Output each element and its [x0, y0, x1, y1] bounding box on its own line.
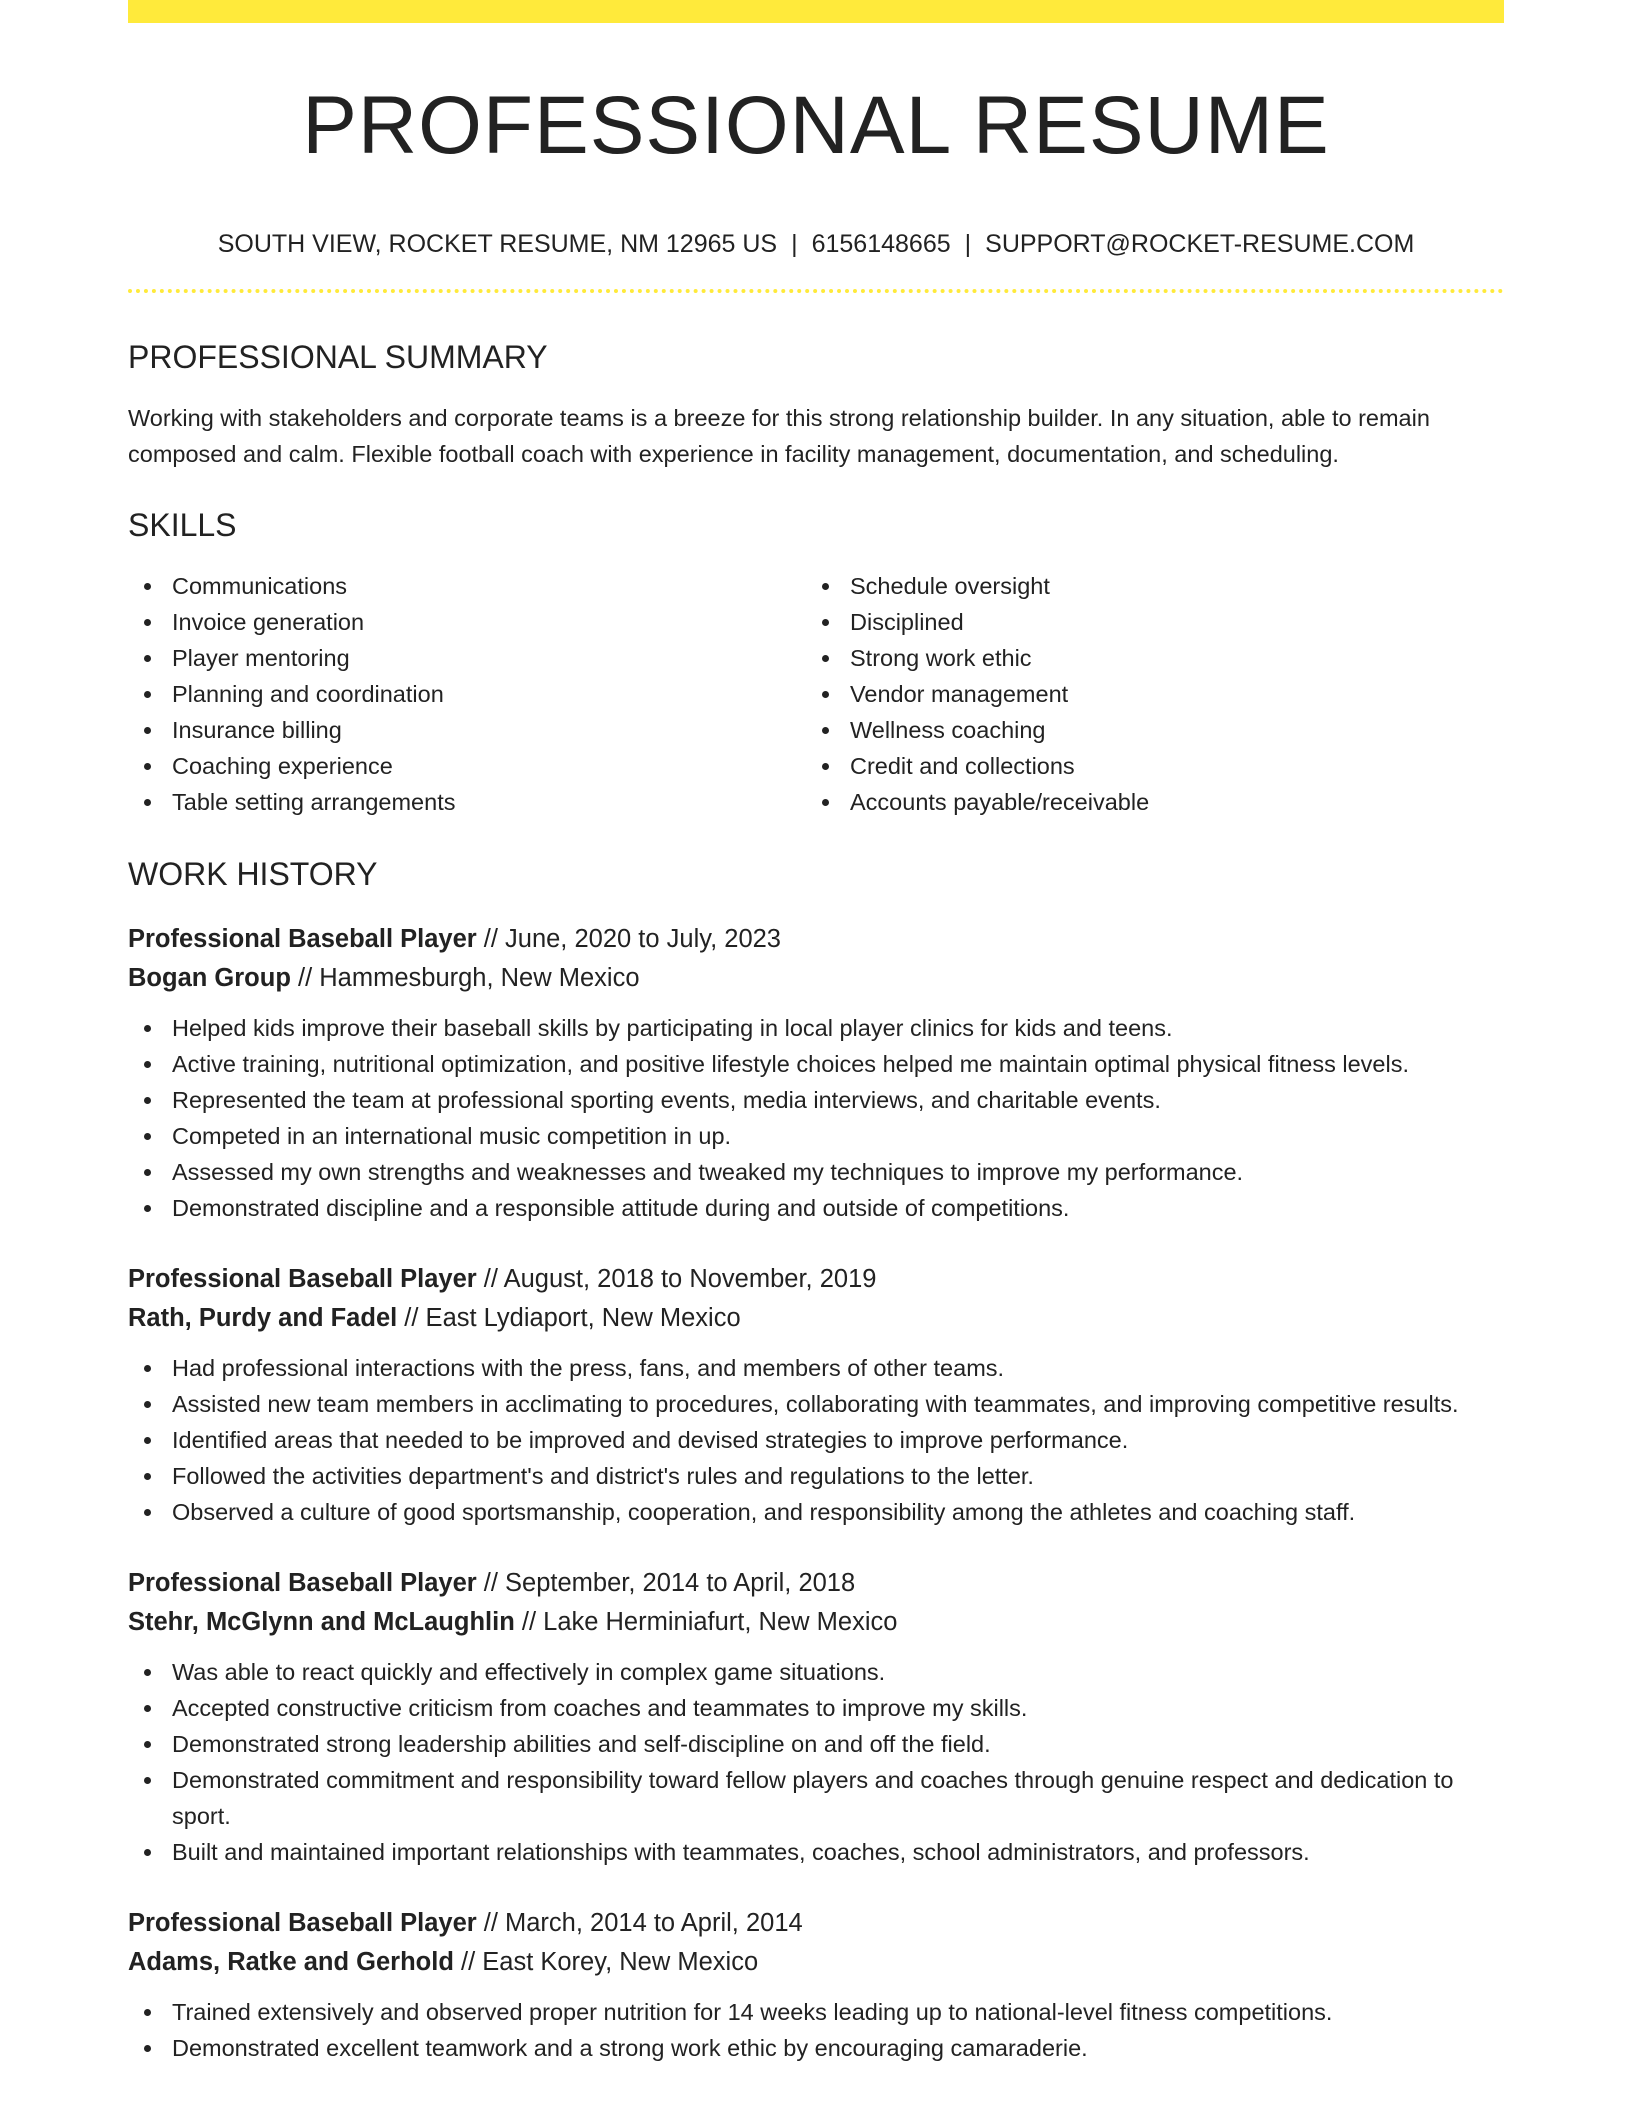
job-company-line: [128, 959, 1504, 998]
job-dates: // June, 2020 to July, 2023: [476, 925, 781, 953]
skill-item: Credit and collections: [806, 748, 1484, 784]
job-bullets: [128, 1010, 1504, 1226]
job-company-line: [128, 1603, 1504, 1642]
job-title: Professional Baseball Player: [128, 1909, 477, 1937]
job-bullets: [128, 1654, 1504, 1870]
skill-item: Player mentoring: [128, 640, 806, 676]
skill-item: Accounts payable/receivable: [806, 784, 1484, 820]
skill-item: Communications: [128, 568, 806, 604]
top-accent-bar: [128, 0, 1504, 23]
job-bullet: Assessed my own strengths and weaknesses and tweaked my techniques to improve my performance.: [128, 1154, 1504, 1190]
job-bullet: Followed the activities department's and district's rules and regulations to the letter.: [128, 1458, 1504, 1494]
work-history-heading: WORK HISTORY: [128, 856, 378, 892]
job-bullet: Observed a culture of good sportsmanship, cooperation, and responsibility among the athletes and coaching staff.: [128, 1494, 1504, 1530]
job-bullet: Assisted new team members in acclimating to procedures, collaborating with teammates, and improving competitive results.: [128, 1386, 1504, 1422]
contact-address: SOUTH VIEW, ROCKET RESUME, NM 12965 US: [217, 230, 778, 258]
skill-item: Insurance billing: [128, 712, 806, 748]
job-company: Stehr, McGlynn and McLaughlin: [128, 1608, 515, 1636]
resume-title: PROFESSIONAL RESUME: [302, 80, 1330, 171]
contact-email: SUPPORT@ROCKET-RESUME.COM: [985, 230, 1415, 258]
job-location: // Hammesburgh, New Mexico: [290, 964, 640, 992]
job-bullet: Helped kids improve their baseball skills by participating in local player clinics for kids and teens.: [128, 1010, 1504, 1046]
job-bullet: Active training, nutritional optimization, and positive lifestyle choices helped me maintain optimal physical fitness levels.: [128, 1046, 1504, 1082]
contact-separator: |: [964, 230, 972, 258]
summary-text: Working with stakeholders and corporate teams is a breeze for this strong relationship builder. In any situation, able to remain composed and calm. Flexible football coach with experience in facility management, documentation, and scheduling.: [128, 405, 1430, 467]
job-title-line: [128, 1564, 1504, 1603]
job-entry: [128, 1904, 1504, 2066]
skill-item: Schedule oversight: [806, 568, 1484, 604]
skill-item: Vendor management: [806, 676, 1484, 712]
job-company-line: [128, 1299, 1504, 1338]
job-entry: [128, 920, 1504, 1226]
job-bullets: [128, 1994, 1504, 2066]
job-location: // Lake Herminiafurt, New Mexico: [514, 1608, 898, 1636]
job-bullet: Trained extensively and observed proper nutrition for 14 weeks leading up to national-level fitness competitions.: [128, 1994, 1504, 2030]
job-bullet: Accepted constructive criticism from coaches and teammates to improve my skills.: [128, 1690, 1504, 1726]
job-company: Rath, Purdy and Fadel: [128, 1304, 398, 1332]
summary-heading: PROFESSIONAL SUMMARY: [128, 339, 548, 375]
skill-item: Invoice generation: [128, 604, 806, 640]
job-company-line: [128, 1943, 1504, 1982]
dotted-divider: [128, 289, 1504, 293]
job-location: // East Korey, New Mexico: [453, 1948, 759, 1976]
job-bullet: Demonstrated discipline and a responsible attitude during and outside of competitions.: [128, 1190, 1504, 1226]
skills-heading: SKILLS: [128, 507, 237, 543]
job-bullet: Built and maintained important relationships with teammates, coaches, school administrators, and professors.: [128, 1834, 1504, 1870]
job-bullet: Represented the team at professional sporting events, media interviews, and charitable events.: [128, 1082, 1504, 1118]
job-bullet: Had professional interactions with the press, fans, and members of other teams.: [128, 1350, 1504, 1386]
job-entry: [128, 1564, 1504, 1870]
job-title-line: [128, 920, 1504, 959]
skill-item: Table setting arrangements: [128, 784, 806, 820]
skill-item: Planning and coordination: [128, 676, 806, 712]
job-dates: // August, 2018 to November, 2019: [476, 1265, 877, 1293]
job-entry: [128, 1260, 1504, 1530]
job-bullet: Was able to react quickly and effectively in complex game situations.: [128, 1654, 1504, 1690]
skills-grid: [128, 568, 1504, 820]
contact-separator: |: [791, 230, 798, 258]
resume-page: [128, 0, 1504, 2066]
job-bullet: Demonstrated excellent teamwork and a strong work ethic by encouraging camaraderie.: [128, 2030, 1504, 2066]
job-title: Professional Baseball Player: [128, 1569, 477, 1597]
contact-line: [128, 232, 1504, 257]
job-company: Bogan Group: [128, 964, 291, 992]
job-bullet: Demonstrated strong leadership abilities and self-discipline on and off the field.: [128, 1726, 1504, 1762]
job-dates: // September, 2014 to April, 2018: [476, 1569, 856, 1597]
job-location: // East Lydiaport, New Mexico: [397, 1304, 741, 1332]
job-bullet: Competed in an international music competition in up.: [128, 1118, 1504, 1154]
skill-item: Coaching experience: [128, 748, 806, 784]
skill-item: Strong work ethic: [806, 640, 1484, 676]
job-title-line: [128, 1260, 1504, 1299]
skills-list-right: [806, 568, 1484, 820]
job-bullet: Demonstrated commitment and responsibility toward fellow players and coaches through genuine respect and dedication to sport.: [128, 1762, 1504, 1834]
skill-item: Wellness coaching: [806, 712, 1484, 748]
job-bullet: Identified areas that needed to be improved and devised strategies to improve performance.: [128, 1422, 1504, 1458]
contact-phone: 6156148665: [811, 230, 951, 258]
skill-item: Disciplined: [806, 604, 1484, 640]
job-bullets: [128, 1350, 1504, 1530]
job-title: Professional Baseball Player: [128, 925, 477, 953]
skills-list-left: [128, 568, 806, 820]
job-dates: // March, 2014 to April, 2014: [476, 1909, 803, 1937]
job-title-line: [128, 1904, 1504, 1943]
job-company: Adams, Ratke and Gerhold: [128, 1948, 454, 1976]
job-title: Professional Baseball Player: [128, 1265, 477, 1293]
